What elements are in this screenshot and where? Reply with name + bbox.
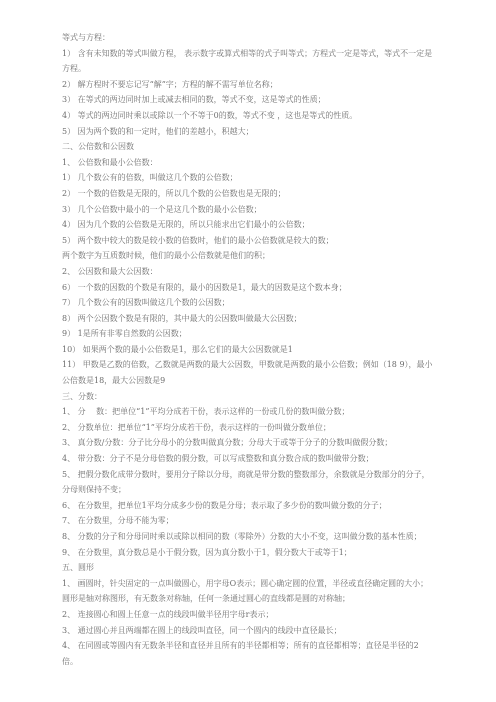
text-line: 9、 在分数里，真分数总是小于假分数，因为真分数小于1，假分数大于或等于1； [62,547,352,557]
text-line: 等式与方程： [62,33,110,42]
section-heading: 二、公倍数和公因数 [62,142,134,152]
text-line: 1） 几个数公有的倍数，叫做这几个数的公倍数； [62,173,238,183]
document-body [62,30,434,669]
text-line: 3） 几个公倍数中最小的一个是这几个数的最小公倍数； [62,204,262,214]
text-line: 4） 因为几个数的公倍数是无限的，所以只能求出它们最小的公倍数； [62,220,310,230]
text-line: 11） 甲数是乙数的倍数，乙数就是两数的最大公因数，甲数就是两数的最小公倍数；例如（18 9），最小公倍数是18，最大公因数是9 [62,360,433,386]
subsection-heading: 1、 公倍数和最小公倍数： [62,157,158,167]
text-line: 3、 真分数/分数：分子比分母小的分数叫做真分数；分母大于或等于分子的分数叫做假分数； [62,438,393,448]
text-line: 7、 在分数里，分母不能为零； [62,516,174,526]
text-line: 6） 一个数的因数的个数是有限的，最小的因数是1，最大的因数是这个数本身； [62,282,347,292]
text-line: 2） 解方程时不要忘记写“解”字；方程的解不需写单位名称； [62,79,278,89]
text-line: 5） 两个数中较大的数是较小数的倍数时，他们的最小公倍数就是较大的数； [62,235,334,245]
text-line: 6、 在分数里，把单位1平均分成多少份的数是分母；表示取了多少份的数叫做分数的分子； [62,500,387,510]
text-line: 3、 通过圆心并且两端都在圆上的线段叫直径，同一个圆内的线段中直径最长； [62,625,342,635]
text-line: 1、 画圆时，针尖固定的一点叫做圆心，用字母O表示；圆心确定圆的位置，半径或直径确定圆的大小；圆形是轴对称图形，有无数条对称轴，任何一条通过圆心的直线都是圆的对称轴； [62,578,429,604]
text-line: 7） 几个数公有的因数叫做这几个数的公因数； [62,298,230,308]
subsection-heading: 2、 公因数和最大公因数： [62,266,158,276]
text-line: 4） 等式的两边同时乘以或除以一个不等于0的数，等式不变 ，这也是等式的性质。 [62,110,358,120]
text-line: 2、 分数单位：把单位“1”平均分成若干份，表示这样的一份叫做分数单位； [62,422,331,432]
text-line: 5、 把假分数化成带分数时，要用分子除以分母，商就是带分数的整数部分，余数就是分数部分的分子，分母则保持不变； [62,469,430,495]
text-line: 8） 两个公因数个数是有限的，其中最大的公因数叫做最大公因数； [62,313,302,323]
text-line: 3） 在等式的两边同时加上或减去相同的数，等式不变，这是等式的性质； [62,95,326,105]
text-line: 8、 分数的分子和分母同时乘以或除以相同的数（零除外）分数的大小不变，这叫做分数的基本性质； [62,532,422,541]
section-heading: 三、分数： [62,391,102,401]
text-line: 两个数字为互质数时候，他们的最小公倍数就是他们的积； [62,251,270,261]
text-line: 5） 因为两个数的和一定时，他们的差越小，积越大； [62,126,254,136]
text-line: 1） 含有未知数的等式叫做方程， 表示数字或算式相等的式子叫等式；方程式一定是等式，等式不一定是方程。 [62,48,433,74]
text-line: 1、 分 数：把单位“1”平均分成若干份，表示这样的一份或几份的数叫做分数； [62,407,350,417]
text-line: 9） 1是所有非零自然数的公因数； [62,329,187,339]
text-line: 2、 连接圆心和圆上任意一点的线段叫做半径用字母r表示； [62,609,274,619]
text-line: 4、 带分数：分子不是分母倍数的假分数，可以写成整数和真分数合成的数叫做带分数； [62,454,374,464]
text-line: 10） 如果两个数的最小公倍数是1，那么它们的最大公因数就是1 [62,344,293,354]
text-line: 2） 一个数的倍数是无限的，所以几个数的公倍数也是无限的； [62,188,286,198]
text-line: 4、 在同圆或等圆内有无数条半径和直径并且所有的半径都相等；所有的直径都相等；直径是半径的2倍。 [62,641,419,666]
section-heading: 五、圆形 [62,563,94,573]
